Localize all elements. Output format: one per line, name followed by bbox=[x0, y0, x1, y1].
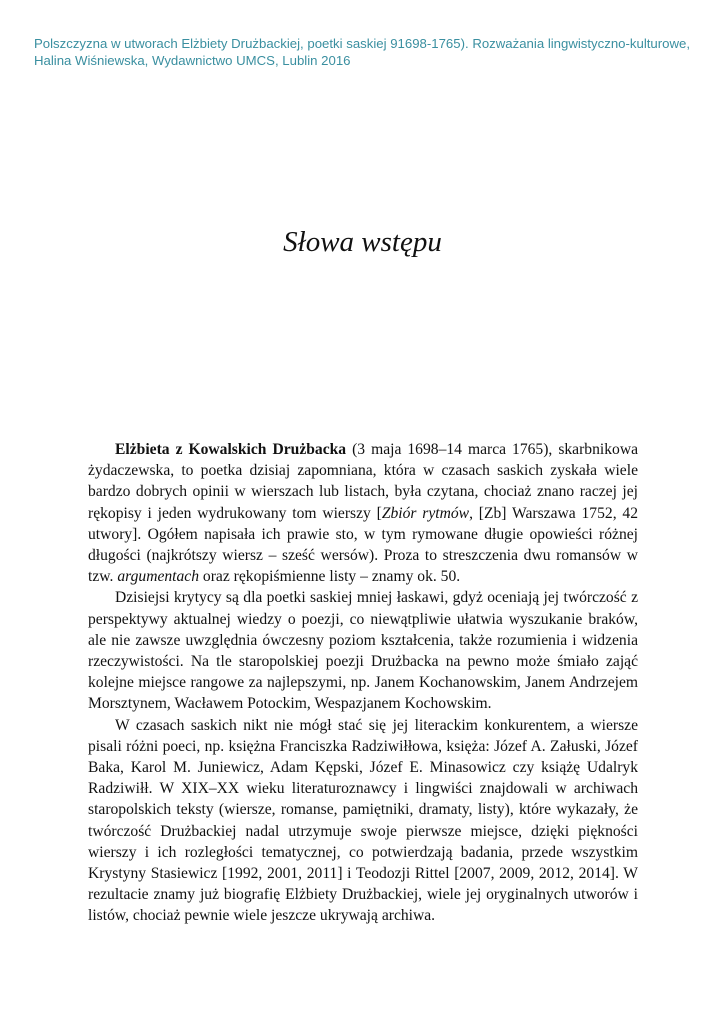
paragraph-1 bbox=[88, 439, 638, 587]
citation-header bbox=[34, 35, 718, 69]
citation-line-1: Polszczyzna w utworach Elżbiety Drużbackiej, poetki saskiej 91698-1765). Rozważania lingwistyczno-kulturowe, bbox=[34, 36, 691, 51]
paragraph-1-text-a: (3 maja 1698–14 marca 1765), skarbnikowa żydaczewska, to poetka dzisiaj zapomniana, która w czasach saskich zyskała wiele bardzo dobrych opinii w wierszach lub listach, była czytana, chociaż znano raczej jej rękopisy i jeden wydrukowany tom wierszy [ bbox=[88, 441, 639, 522]
paragraph-2: Dzisiejsi krytycy są dla poetki saskiej mniej łaskawi, gdyż oceniają jej twórczość z perspektywy aktualnej wiedzy o poezji, co niewątpliwie ułatwia wyszukanie braków, ale nie zawsze uwzględnia ówczesny poziom kształcenia, także rozumienia i widzenia rzeczywistości. Na tle staropolskiej poezji Drużbacka na pewno może śmiało zająć kolejne miejsce rangowe za najlepszymi, np. Janem Kochanowskim, Janem Andrzejem Morsztynem, Wacławem Potockim, Wespazjanem Kochowskim. bbox=[88, 589, 638, 713]
body-text bbox=[88, 439, 638, 927]
chapter-title: Słowa wstępu bbox=[283, 226, 442, 258]
paragraph-1-text-c: oraz rękopiśmienne listy – znamy ok. 50. bbox=[199, 568, 461, 586]
paragraph-3: W czasach saskich nikt nie mógł stać się jej literackim konkurentem, a wiersze pisali różni poeci, np. księżna Franciszka Radziwiłłowa, księża: Józef A. Załuski, Józef Baka, Karol M. Juniewicz, Adam Kępski, Józef E. Minasowicz czy książę Udalryk Radziwiłł. W XIX–XX wieku literaturoznawcy i lingwiści znajdowali w archiwach staropolskich teksty (wiersze, romanse, pamiętniki, dramaty, listy), które wykazały, że twórczość Drużbackiej nadal utrzymuje swoje pierwsze miejsce, dzięki piękności wierszy i ich rozległości tematycznej, co potwierdzają badania, przede wszystkim Krystyny Stasiewicz [1992, 2001, 2011] i Teodozji Rittel [2007, 2009, 2012, 2014]. W rezultacie znamy już biografię Elżbiety Drużbackiej, wiele jej oryginalnych utworów i listów, chociaż pewnie wiele jeszcze ukrywają archiwa. bbox=[88, 716, 638, 925]
paragraph-1-text-b: , [Zb] Warszawa 1752, 42 utwory]. Ogółem napisała ich prawie sto, w tym rymowane długie opowieści różnej długości (najkrótszy wiersz – sześć wersów). Proza to streszczenia dwu romansów w tzw. bbox=[88, 504, 638, 586]
term-argumentach: argumentach bbox=[117, 568, 200, 586]
citation-line-2: Halina Wiśniewska, Wydawnictwo UMCS, Lublin 2016 bbox=[34, 53, 351, 68]
author-name: Elżbieta z Kowalskich Drużbacka bbox=[115, 441, 347, 458]
book-title: Zbiór rytmów bbox=[381, 504, 470, 522]
